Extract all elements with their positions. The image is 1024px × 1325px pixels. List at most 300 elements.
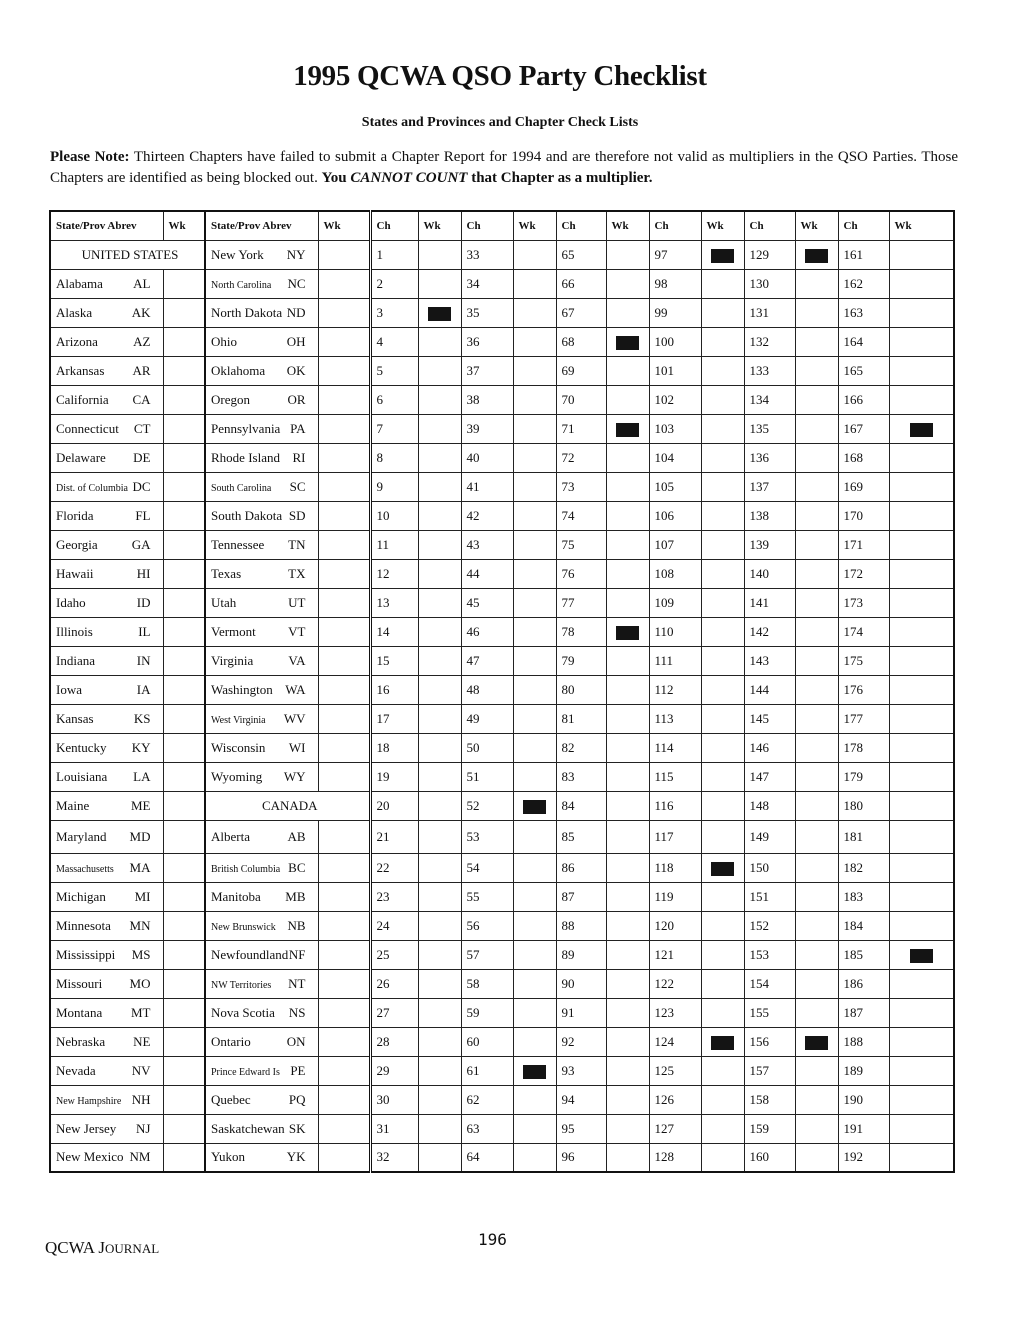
worked-checkbox[interactable]: [318, 472, 370, 501]
state-abrev: NC: [287, 275, 306, 291]
state-cell: [50, 1027, 163, 1056]
worked-checkbox[interactable]: [163, 617, 205, 646]
worked-checkbox[interactable]: [795, 646, 838, 675]
state-name: Tennessee: [211, 536, 265, 552]
worked-checkbox[interactable]: [418, 443, 461, 472]
worked-checkbox[interactable]: [513, 327, 556, 356]
worked-checkbox[interactable]: [795, 969, 838, 998]
table-row: [50, 472, 954, 501]
worked-checkbox[interactable]: [418, 820, 461, 853]
worked-checkbox[interactable]: [795, 588, 838, 617]
worked-checkbox[interactable]: [318, 530, 370, 559]
worked-checkbox[interactable]: [318, 1027, 370, 1056]
worked-checkbox[interactable]: [318, 1114, 370, 1143]
worked-checkbox[interactable]: [513, 853, 556, 882]
worked-checkbox[interactable]: [163, 791, 205, 820]
worked-checkbox[interactable]: [418, 1143, 461, 1172]
chapter-number: 111: [649, 646, 701, 675]
worked-checkbox[interactable]: [701, 882, 744, 911]
chapter-number: 192: [838, 1143, 889, 1172]
worked-checkbox[interactable]: [606, 733, 649, 762]
chapter-number: 178: [838, 733, 889, 762]
worked-checkbox[interactable]: [701, 1143, 744, 1172]
worked-checkbox[interactable]: [889, 911, 954, 940]
worked-checkbox[interactable]: [889, 327, 954, 356]
worked-checkbox[interactable]: [889, 501, 954, 530]
worked-checkbox[interactable]: [318, 704, 370, 733]
worked-checkbox[interactable]: [889, 733, 954, 762]
worked-checkbox[interactable]: [701, 1114, 744, 1143]
worked-checkbox[interactable]: [163, 882, 205, 911]
worked-checkbox[interactable]: [418, 1114, 461, 1143]
worked-checkbox[interactable]: [701, 414, 744, 443]
worked-checkbox[interactable]: [606, 588, 649, 617]
worked-checkbox[interactable]: [513, 414, 556, 443]
worked-checkbox[interactable]: [318, 646, 370, 675]
chapter-number: 102: [649, 385, 701, 414]
worked-checkbox[interactable]: [606, 269, 649, 298]
worked-checkbox[interactable]: [318, 240, 370, 269]
worked-checkbox[interactable]: [701, 969, 744, 998]
worked-checkbox[interactable]: [606, 911, 649, 940]
state-abrev: IN: [136, 652, 151, 668]
worked-checkbox[interactable]: [889, 530, 954, 559]
worked-checkbox[interactable]: [701, 617, 744, 646]
worked-checkbox[interactable]: [889, 820, 954, 853]
worked-checkbox[interactable]: [418, 385, 461, 414]
worked-checkbox[interactable]: [418, 1027, 461, 1056]
chapter-number: 78: [556, 617, 606, 646]
worked-checkbox[interactable]: [795, 940, 838, 969]
chapter-number: 94: [556, 1085, 606, 1114]
worked-checkbox[interactable]: [701, 559, 744, 588]
worked-checkbox[interactable]: [513, 443, 556, 472]
worked-checkbox[interactable]: [318, 327, 370, 356]
worked-checkbox[interactable]: [513, 1027, 556, 1056]
worked-checkbox[interactable]: [163, 327, 205, 356]
worked-checkbox[interactable]: [318, 501, 370, 530]
worked-checkbox[interactable]: [163, 675, 205, 704]
worked-checkbox[interactable]: [889, 588, 954, 617]
worked-checkbox[interactable]: [163, 588, 205, 617]
worked-checkbox[interactable]: [513, 472, 556, 501]
worked-checkbox[interactable]: [701, 733, 744, 762]
chapter-number: 86: [556, 853, 606, 882]
worked-checkbox[interactable]: [318, 940, 370, 969]
state-cell: [50, 675, 163, 704]
state-name: Utah: [211, 594, 237, 610]
worked-checkbox[interactable]: [318, 559, 370, 588]
worked-checkbox[interactable]: [889, 998, 954, 1027]
chapter-number: 16: [370, 675, 418, 704]
state-cell: [50, 1085, 163, 1114]
worked-checkbox[interactable]: [318, 1056, 370, 1085]
worked-checkbox[interactable]: [701, 443, 744, 472]
worked-checkbox[interactable]: [418, 414, 461, 443]
worked-checkbox[interactable]: [795, 1056, 838, 1085]
worked-checkbox[interactable]: [606, 559, 649, 588]
worked-checkbox[interactable]: [418, 530, 461, 559]
worked-checkbox[interactable]: [513, 704, 556, 733]
worked-checkbox[interactable]: [795, 1085, 838, 1114]
worked-checkbox[interactable]: [889, 882, 954, 911]
worked-checkbox[interactable]: [701, 269, 744, 298]
worked-checkbox[interactable]: [795, 998, 838, 1027]
worked-checkbox[interactable]: [795, 327, 838, 356]
worked-checkbox[interactable]: [163, 1027, 205, 1056]
worked-checkbox[interactable]: [606, 791, 649, 820]
worked-checkbox[interactable]: [606, 820, 649, 853]
worked-checkbox[interactable]: [318, 385, 370, 414]
worked-checkbox[interactable]: [513, 501, 556, 530]
worked-checkbox[interactable]: [701, 940, 744, 969]
state-cell: [50, 472, 163, 501]
worked-checkbox[interactable]: [513, 998, 556, 1027]
worked-checkbox[interactable]: [889, 1143, 954, 1172]
worked-checkbox[interactable]: [513, 762, 556, 791]
state-abrev: CT: [133, 420, 151, 436]
worked-checkbox[interactable]: [795, 791, 838, 820]
state-cell: [50, 646, 163, 675]
worked-checkbox[interactable]: [889, 646, 954, 675]
worked-checkbox[interactable]: [795, 733, 838, 762]
worked-checkbox[interactable]: [163, 298, 205, 327]
worked-checkbox[interactable]: [606, 1056, 649, 1085]
chapter-number: 143: [744, 646, 795, 675]
worked-checkbox[interactable]: [889, 443, 954, 472]
table-row: [50, 356, 954, 385]
worked-checkbox[interactable]: [795, 472, 838, 501]
worked-checkbox[interactable]: [795, 853, 838, 882]
worked-checkbox[interactable]: [606, 882, 649, 911]
worked-checkbox[interactable]: [513, 940, 556, 969]
blocked-box: [711, 249, 734, 263]
worked-checkbox[interactable]: [795, 617, 838, 646]
worked-checkbox[interactable]: [418, 1085, 461, 1114]
worked-checkbox[interactable]: [889, 559, 954, 588]
worked-checkbox[interactable]: [606, 443, 649, 472]
worked-checkbox[interactable]: [606, 240, 649, 269]
worked-checkbox[interactable]: [795, 559, 838, 588]
state-abrev: BC: [288, 859, 306, 875]
worked-checkbox[interactable]: [889, 1085, 954, 1114]
worked-checkbox[interactable]: [318, 617, 370, 646]
state-name: Pennsylvania: [211, 420, 281, 436]
worked-checkbox[interactable]: [513, 969, 556, 998]
worked-checkbox[interactable]: [606, 1143, 649, 1172]
worked-checkbox[interactable]: [606, 385, 649, 414]
chapter-number: 49: [461, 704, 513, 733]
worked-checkbox[interactable]: [795, 762, 838, 791]
worked-checkbox[interactable]: [418, 617, 461, 646]
worked-checkbox[interactable]: [701, 911, 744, 940]
worked-checkbox[interactable]: [606, 969, 649, 998]
worked-checkbox[interactable]: [163, 1143, 205, 1172]
worked-checkbox[interactable]: [418, 501, 461, 530]
worked-checkbox[interactable]: [418, 240, 461, 269]
state-cell: [205, 501, 318, 530]
worked-checkbox[interactable]: [418, 1056, 461, 1085]
worked-checkbox[interactable]: [163, 472, 205, 501]
worked-checkbox[interactable]: [418, 940, 461, 969]
worked-checkbox[interactable]: [318, 1085, 370, 1114]
worked-checkbox[interactable]: [889, 1114, 954, 1143]
blocked-chapter-marker: [889, 940, 954, 969]
table-row: [50, 1085, 954, 1114]
worked-checkbox[interactable]: [513, 675, 556, 704]
worked-checkbox[interactable]: [701, 762, 744, 791]
worked-checkbox[interactable]: [163, 940, 205, 969]
worked-checkbox[interactable]: [513, 385, 556, 414]
worked-checkbox[interactable]: [513, 588, 556, 617]
worked-checkbox[interactable]: [889, 969, 954, 998]
worked-checkbox[interactable]: [163, 530, 205, 559]
worked-checkbox[interactable]: [795, 501, 838, 530]
worked-checkbox[interactable]: [163, 443, 205, 472]
worked-checkbox[interactable]: [418, 911, 461, 940]
state-abrev: NT: [288, 975, 306, 991]
worked-checkbox[interactable]: [889, 675, 954, 704]
worked-checkbox[interactable]: [795, 414, 838, 443]
worked-checkbox[interactable]: [163, 501, 205, 530]
chapter-number: 59: [461, 998, 513, 1027]
worked-checkbox[interactable]: [513, 617, 556, 646]
worked-checkbox[interactable]: [795, 820, 838, 853]
worked-checkbox[interactable]: [163, 1085, 205, 1114]
worked-checkbox[interactable]: [701, 356, 744, 385]
worked-checkbox[interactable]: [418, 791, 461, 820]
worked-checkbox[interactable]: [606, 675, 649, 704]
state-abrev: ME: [131, 797, 151, 813]
worked-checkbox[interactable]: [318, 269, 370, 298]
worked-checkbox[interactable]: [163, 559, 205, 588]
worked-checkbox[interactable]: [701, 530, 744, 559]
worked-checkbox[interactable]: [418, 472, 461, 501]
worked-checkbox[interactable]: [701, 327, 744, 356]
worked-checkbox[interactable]: [418, 969, 461, 998]
worked-checkbox[interactable]: [163, 820, 205, 853]
worked-checkbox[interactable]: [513, 298, 556, 327]
worked-checkbox[interactable]: [795, 882, 838, 911]
worked-checkbox[interactable]: [795, 385, 838, 414]
worked-checkbox[interactable]: [701, 1056, 744, 1085]
worked-checkbox[interactable]: [889, 240, 954, 269]
state-cell: [205, 940, 318, 969]
worked-checkbox[interactable]: [606, 1027, 649, 1056]
state-abrev: SD: [288, 507, 306, 523]
worked-checkbox[interactable]: [701, 998, 744, 1027]
worked-checkbox[interactable]: [795, 269, 838, 298]
worked-checkbox[interactable]: [606, 472, 649, 501]
worked-checkbox[interactable]: [418, 559, 461, 588]
chapter-number: 158: [744, 1085, 795, 1114]
worked-checkbox[interactable]: [163, 646, 205, 675]
worked-checkbox[interactable]: [889, 704, 954, 733]
worked-checkbox[interactable]: [163, 762, 205, 791]
worked-checkbox[interactable]: [889, 1056, 954, 1085]
worked-checkbox[interactable]: [418, 646, 461, 675]
worked-checkbox[interactable]: [318, 675, 370, 704]
worked-checkbox[interactable]: [701, 588, 744, 617]
chapter-number: 146: [744, 733, 795, 762]
worked-checkbox[interactable]: [318, 969, 370, 998]
worked-checkbox[interactable]: [513, 882, 556, 911]
chapter-number: 28: [370, 1027, 418, 1056]
worked-checkbox[interactable]: [606, 501, 649, 530]
worked-checkbox[interactable]: [163, 414, 205, 443]
worked-checkbox[interactable]: [701, 646, 744, 675]
worked-checkbox[interactable]: [418, 733, 461, 762]
state-abrev: NS: [288, 1004, 306, 1020]
worked-checkbox[interactable]: [606, 998, 649, 1027]
worked-checkbox[interactable]: [418, 704, 461, 733]
worked-checkbox[interactable]: [795, 675, 838, 704]
worked-checkbox[interactable]: [318, 443, 370, 472]
worked-checkbox[interactable]: [513, 1143, 556, 1172]
worked-checkbox[interactable]: [418, 327, 461, 356]
state-cell: [205, 1085, 318, 1114]
worked-checkbox[interactable]: [318, 853, 370, 882]
worked-checkbox[interactable]: [513, 1085, 556, 1114]
worked-checkbox[interactable]: [606, 530, 649, 559]
worked-checkbox[interactable]: [318, 882, 370, 911]
worked-checkbox[interactable]: [889, 356, 954, 385]
worked-checkbox[interactable]: [163, 356, 205, 385]
worked-checkbox[interactable]: [889, 298, 954, 327]
worked-checkbox[interactable]: [795, 1143, 838, 1172]
worked-checkbox[interactable]: [701, 472, 744, 501]
worked-checkbox[interactable]: [513, 733, 556, 762]
worked-checkbox[interactable]: [513, 356, 556, 385]
worked-checkbox[interactable]: [889, 1027, 954, 1056]
worked-checkbox[interactable]: [889, 791, 954, 820]
worked-checkbox[interactable]: [701, 1085, 744, 1114]
worked-checkbox[interactable]: [606, 298, 649, 327]
worked-checkbox[interactable]: [606, 940, 649, 969]
worked-checkbox[interactable]: [795, 356, 838, 385]
worked-checkbox[interactable]: [701, 791, 744, 820]
worked-checkbox[interactable]: [163, 385, 205, 414]
state-cell: [205, 1056, 318, 1085]
chapter-number: 170: [838, 501, 889, 530]
worked-checkbox[interactable]: [418, 853, 461, 882]
state-abrev: TX: [288, 565, 306, 581]
worked-checkbox[interactable]: [418, 882, 461, 911]
blocked-box: [711, 862, 734, 876]
worked-checkbox[interactable]: [513, 911, 556, 940]
worked-checkbox[interactable]: [163, 969, 205, 998]
worked-checkbox[interactable]: [163, 1114, 205, 1143]
worked-checkbox[interactable]: [606, 646, 649, 675]
worked-checkbox[interactable]: [318, 733, 370, 762]
worked-checkbox[interactable]: [318, 1143, 370, 1172]
worked-checkbox[interactable]: [606, 762, 649, 791]
worked-checkbox[interactable]: [606, 356, 649, 385]
worked-checkbox[interactable]: [163, 853, 205, 882]
worked-checkbox[interactable]: [318, 998, 370, 1027]
worked-checkbox[interactable]: [795, 1114, 838, 1143]
state-name: Quebec: [211, 1091, 251, 1107]
checklist-table: [49, 210, 955, 1173]
worked-checkbox[interactable]: [795, 704, 838, 733]
state-name: North Carolina: [211, 279, 272, 291]
worked-checkbox[interactable]: [701, 501, 744, 530]
worked-checkbox[interactable]: [889, 762, 954, 791]
worked-checkbox[interactable]: [701, 820, 744, 853]
worked-checkbox[interactable]: [606, 1085, 649, 1114]
worked-checkbox[interactable]: [513, 1114, 556, 1143]
worked-checkbox[interactable]: [795, 530, 838, 559]
worked-checkbox[interactable]: [418, 762, 461, 791]
worked-checkbox[interactable]: [318, 911, 370, 940]
worked-checkbox[interactable]: [701, 385, 744, 414]
worked-checkbox[interactable]: [701, 675, 744, 704]
worked-checkbox[interactable]: [163, 1056, 205, 1085]
worked-checkbox[interactable]: [606, 704, 649, 733]
worked-checkbox[interactable]: [318, 298, 370, 327]
worked-checkbox[interactable]: [513, 559, 556, 588]
worked-checkbox[interactable]: [795, 443, 838, 472]
worked-checkbox[interactable]: [606, 853, 649, 882]
worked-checkbox[interactable]: [606, 1114, 649, 1143]
state-cell: [205, 588, 318, 617]
worked-checkbox[interactable]: [795, 298, 838, 327]
chapter-number: 63: [461, 1114, 513, 1143]
worked-checkbox[interactable]: [163, 998, 205, 1027]
worked-checkbox[interactable]: [701, 298, 744, 327]
state-name: Arizona: [56, 333, 98, 349]
worked-checkbox[interactable]: [513, 240, 556, 269]
state-name: New Mexico: [56, 1149, 124, 1165]
chapter-number: 130: [744, 269, 795, 298]
worked-checkbox[interactable]: [163, 911, 205, 940]
worked-checkbox[interactable]: [513, 269, 556, 298]
worked-checkbox[interactable]: [418, 356, 461, 385]
worked-checkbox[interactable]: [418, 675, 461, 704]
worked-checkbox[interactable]: [418, 588, 461, 617]
worked-checkbox[interactable]: [513, 530, 556, 559]
state-cell: [50, 269, 163, 298]
chapter-number: 166: [838, 385, 889, 414]
worked-checkbox[interactable]: [163, 733, 205, 762]
worked-checkbox[interactable]: [795, 911, 838, 940]
worked-checkbox[interactable]: [163, 269, 205, 298]
worked-checkbox[interactable]: [889, 617, 954, 646]
worked-checkbox[interactable]: [318, 588, 370, 617]
worked-checkbox[interactable]: [418, 998, 461, 1027]
worked-checkbox[interactable]: [889, 472, 954, 501]
worked-checkbox[interactable]: [318, 356, 370, 385]
worked-checkbox[interactable]: [513, 820, 556, 853]
state-cell: [50, 414, 163, 443]
state-abrev: NF: [288, 946, 306, 962]
worked-checkbox[interactable]: [701, 704, 744, 733]
chapter-number: 140: [744, 559, 795, 588]
state-name: Prince Edward Is: [211, 1066, 280, 1078]
worked-checkbox[interactable]: [318, 762, 370, 791]
worked-checkbox[interactable]: [889, 269, 954, 298]
worked-checkbox[interactable]: [418, 269, 461, 298]
worked-checkbox[interactable]: [318, 820, 370, 853]
worked-checkbox[interactable]: [513, 646, 556, 675]
chapter-number: 118: [649, 853, 701, 882]
worked-checkbox[interactable]: [889, 853, 954, 882]
worked-checkbox[interactable]: [889, 385, 954, 414]
worked-checkbox[interactable]: [318, 414, 370, 443]
blocked-box: [910, 423, 933, 437]
chapter-number: 76: [556, 559, 606, 588]
worked-checkbox[interactable]: [163, 704, 205, 733]
